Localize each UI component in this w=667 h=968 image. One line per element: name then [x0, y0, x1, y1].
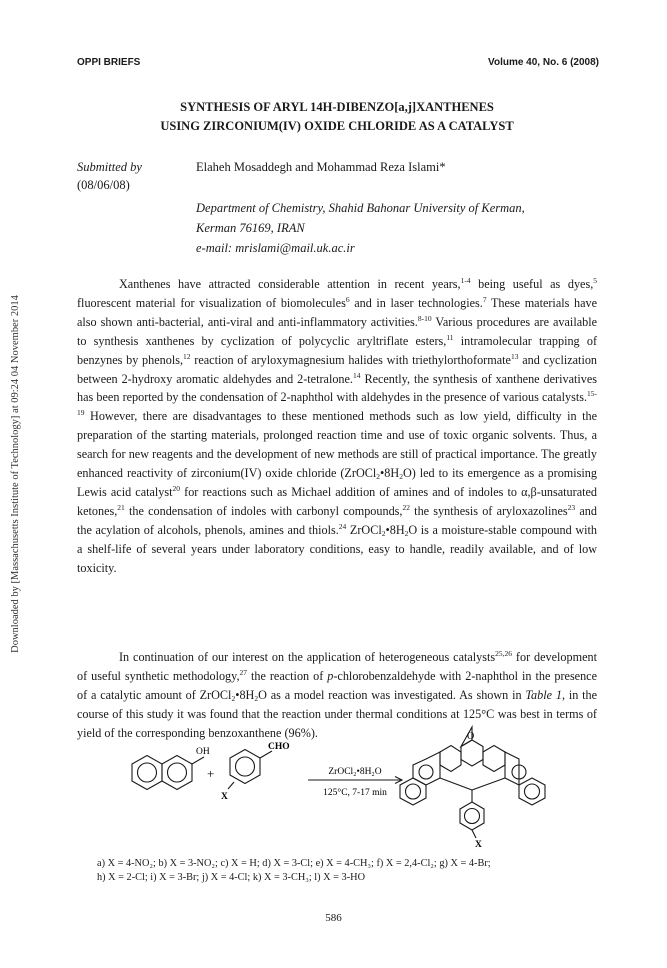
page-number: 586 — [325, 912, 342, 924]
naphthol-structure — [132, 756, 204, 790]
title-line-1: SYNTHESIS OF ARYL 14H-DIBENZO[a,j]XANTHENES — [180, 100, 494, 114]
substituent-x-label: X — [221, 792, 228, 802]
oh-label: OH — [196, 747, 210, 757]
journal-section-header: OPPI BRIEFS — [77, 57, 141, 68]
benzaldehyde-structure — [228, 750, 272, 790]
submission-date: (08/06/08) — [77, 178, 130, 192]
affiliation-line-1: Department of Chemistry, Shahid Bahonar University of Kerman, — [196, 201, 525, 215]
plus-sign: + — [207, 766, 215, 781]
oxygen-label: O — [467, 731, 475, 742]
author-email: e-mail: mrislami@mail.uk.ac.ir — [196, 241, 355, 255]
submitted-by-label: Submitted by — [77, 160, 142, 174]
reaction-scheme-drawing — [130, 732, 570, 852]
paragraph-continuation: In continuation of our interest on the application of heterogeneous catalysts$^{25,26}$ for development of useful synthetic methodology,$^{27}$ the reaction of p-chlorobenzaldehyde with 2-naphthol in the presence of a catalytic amount of $ZrOCl_2•8H_2O$ as a model reaction was investigated. As shown in Table 1, in the course of this study it was found that the reaction under thermal conditions at 125°C was best in terms of yield of the corresponding benzoxanthene (96%). — [77, 649, 598, 740]
title-line-2: USING ZIRCONIUM(IV) OXIDE CHLORIDE AS A CATALYST — [160, 119, 514, 133]
scheme-caption — [97, 857, 597, 885]
reaction-scheme — [130, 732, 570, 852]
author-affiliation — [196, 198, 576, 258]
paragraph-intro: Xanthenes have attracted considerable attention in recent years,$^{1-4}$ being useful as dyes,$^5$ fluorescent material for visualization of biomolecules$^6$ and in laser technologies.$^7$ These materials have also shown anti-bacterial, anti-viral and anti-inflammatory activities.$^{8-10}$ Various procedures are available to synthesis xanthenes by cyclization of polycyclic aryltriflate esters,$^{11}$ intramolecular trapping of benzynes by phenols,$^{12}$ reaction of aryloxymagnesium halides with triethylorthoformate$^{13}$ and cyclization between 2-hydroxy aromatic aldehydes and 2-tetralone.$^{14}$ Recently, the synthesis of xanthene derivatives has been reported by the condensation of 2-naphthol with aldehydes in the presence of various catalysts.$^{15-19}$ However, there are disadvantages to these mentioned methods such as low yield, difficulty in the preparation of the starting materials, prolonged reaction time and use of toxic organic solvents. Thus, a search for new reagents and the development of new methods are still of practical importance. The greatly enhanced reactivity of zirconium(IV) oxide chloride $(ZrOCl_2•8H_2O)$ led to its emergence as a promising Lewis acid catalyst$^{20}$ for reactions such as Michael addition of amines and of indoles to α,β-unsaturated ketones,$^{21}$ the condensation of indoles with carbonyl compounds,$^{22}$ the synthesis of aryloxazolines$^{23}$ and the acylation of alcohols, phenols, amines and thiols.$^{24}$ $ZrOCl_2•8H_2O$ is a moisture-stable compound with a shelf-life of several years under laboratory conditions, easy to handle, readily available, and of low toxicity. — [77, 276, 598, 575]
affiliation-line-2: Kerman 76169, IRAN — [196, 221, 305, 235]
download-watermark: Downloaded by [Massachusetts Institute of Technology] at 09:24 04 November 2014 — [10, 295, 21, 653]
caption-line-1: a) X = 4-NO₂; b) X = 3-NO₂; c) X = H; d) X = 3-Cl; e) X = 4-CH₃; f) X = 2,4-Cl₂; g) X = 4-Br; — [97, 858, 491, 869]
author-names: Elaheh Mosaddegh and Mohammad Reza Islami* — [196, 160, 446, 174]
article-title — [77, 98, 597, 136]
volume-header: Volume 40, No. 6 (2008) — [488, 57, 599, 68]
catalyst-label: ZrOCl₂•8H₂O — [328, 767, 382, 777]
cho-label: CHO — [268, 742, 290, 752]
xanthene-product-structure — [400, 727, 545, 838]
caption-line-2: h) X = 2-Cl; i) X = 3-Br; j) X = 4-Cl; k) X = 3-CH₃; l) X = 3-HO — [97, 872, 366, 883]
conditions-label: 125°C, 7-17 min — [323, 788, 387, 798]
product-x-label: X — [475, 840, 482, 850]
